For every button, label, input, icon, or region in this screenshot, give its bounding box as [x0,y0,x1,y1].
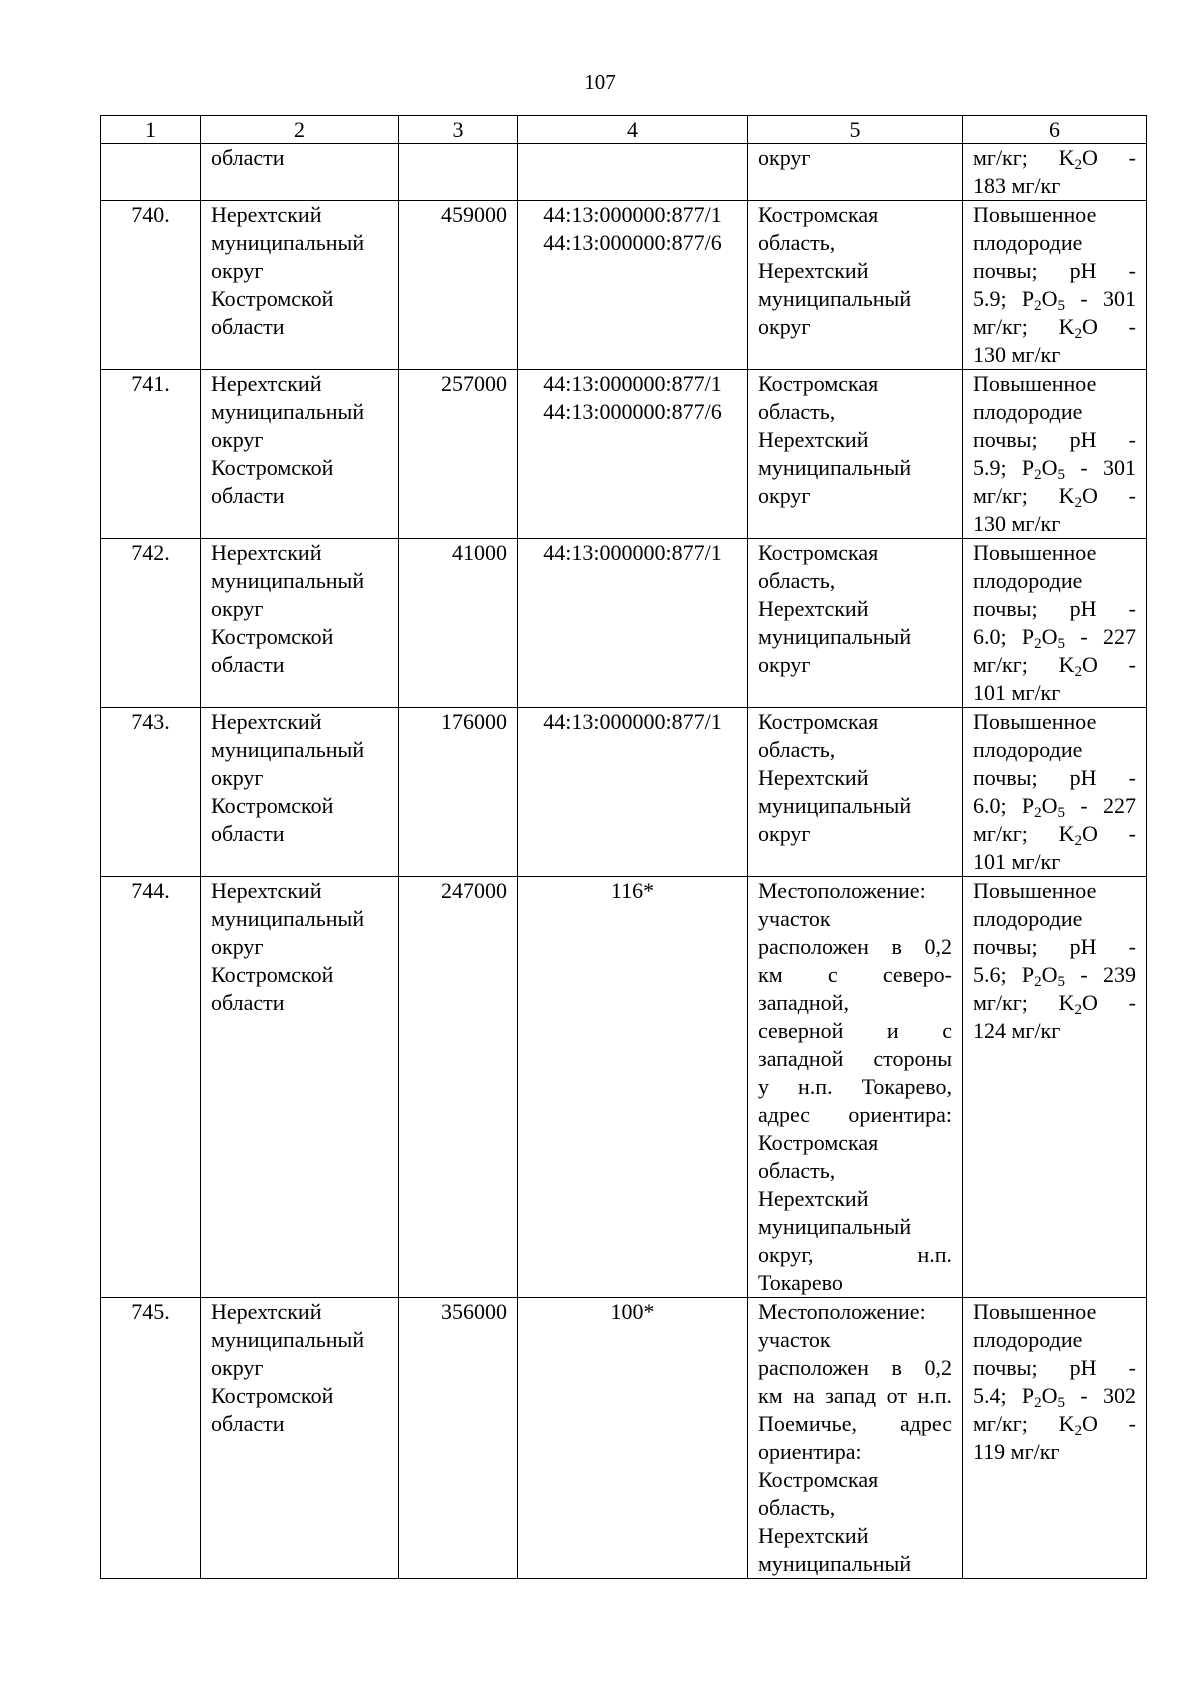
cell-line: области [211,652,285,677]
cell-line: Костромской [211,455,334,480]
column-header-6: 6 [963,116,1147,144]
cell-line: область, [758,1495,836,1520]
cell-line: почвы; pH - [973,765,1136,790]
continuation-num-cell [101,144,201,201]
cell-line: муниципальный [758,286,912,311]
continuation-cadastral-cell [518,144,748,201]
cell-line: область, [758,568,836,593]
cell-line: 130 мг/кг [973,511,1061,536]
fertility-cell [963,708,1147,877]
cell-line: 44:13:000000:877/6 [543,399,722,424]
cadastral-cell [518,201,748,370]
cell-line: северной и с [758,1018,952,1043]
continuation-location-cell: округ [748,144,963,201]
cell-line: расположен в 0,2 [758,934,952,959]
cell-line: Костромская [758,202,879,227]
cell-line: Нерехтский [211,1299,322,1324]
cell-line: округ [211,934,264,959]
cell-line: области [211,1411,285,1436]
header-row [101,116,1147,144]
cell-line: Нерехтский [758,258,869,283]
cell-line: округ, н.п. [758,1242,952,1267]
cell-line: Токарево [758,1270,843,1295]
table-row [101,877,1147,1298]
cell-line: округ [758,483,811,508]
cell-line: Местоположение: [758,1299,926,1324]
fertility-cell [963,877,1147,1298]
cell-line: км на запад от н.п. [758,1383,952,1408]
row-number-cell: 745. [101,1298,201,1579]
cell-line: 6.0; $P_2O_5 - 227$ [973,624,1136,652]
cell-line: плодородие [973,906,1083,931]
continuation-fertility-line: мг/кг; $K_2O$ - [973,145,1136,173]
cell-line: Нерехтский [211,540,322,565]
column-header-2: 2 [201,116,399,144]
cell-line: 101 мг/кг [973,680,1061,705]
cell-line: Костромская [758,1130,879,1155]
column-header-5: 5 [748,116,963,144]
cell-line: мг/кг; $K_2O$ - [973,821,1136,849]
location-cell [748,539,963,708]
cell-line: Нерехтский [758,1186,869,1211]
cell-line: 116* [610,878,655,903]
table-row [101,708,1147,877]
cadastral-cell [518,539,748,708]
location-cell [748,370,963,539]
continuation-fertility-cell [963,144,1147,201]
cell-line: 130 мг/кг [973,342,1061,367]
table-row [101,1298,1147,1579]
fertility-cell [963,201,1147,370]
cell-line: Местоположение: [758,878,926,903]
cadastral-cell [518,877,748,1298]
cell-line: 44:13:000000:877/1 [543,371,722,396]
cell-line: муниципальный [211,737,365,762]
cell-line: Костромская [758,709,879,734]
cell-line: почвы; pH - [973,1355,1136,1380]
cell-line: муниципальный [211,230,365,255]
cell-line: участок [758,906,831,931]
area-cell: 257000 [399,370,518,539]
cell-line: почвы; pH - [973,596,1136,621]
cell-line: мг/кг; $K_2O$ - [973,314,1136,342]
fertility-cell [963,1298,1147,1579]
cell-line: Нерехтский [211,709,322,734]
cell-line: Нерехтский [758,596,869,621]
cell-line: Нерехтский [758,427,869,452]
cell-line: Повышенное [973,540,1097,565]
column-header-1: 1 [101,116,201,144]
cell-line: Нерехтский [211,371,322,396]
row-number-cell: 741. [101,370,201,539]
cell-line: округ [758,314,811,339]
district-cell [201,370,399,539]
cell-line: Повышенное [973,878,1097,903]
continuation-district-cell: области [201,144,399,201]
cell-line: 100* [610,1299,655,1324]
area-cell: 459000 [399,201,518,370]
location-cell [748,201,963,370]
cell-line: округ [211,596,264,621]
area-cell: 176000 [399,708,518,877]
land-plots-table [100,115,1147,1579]
cell-line: западной, [758,990,849,1015]
cell-line: Нерехтский [758,1523,869,1548]
district-cell [201,1298,399,1579]
cell-line: Костромская [758,1467,879,1492]
cell-line: плодородие [973,1327,1083,1352]
cell-line: 101 мг/кг [973,849,1061,874]
cell-line: участок [758,1327,831,1352]
table-row [101,539,1147,708]
cell-line: муниципальный [758,793,912,818]
area-cell: 41000 [399,539,518,708]
cell-line: муниципальный [211,568,365,593]
fertility-cell [963,539,1147,708]
cell-line: округ [211,1355,264,1380]
cell-line: округ [211,427,264,452]
cell-line: муниципальный [211,906,365,931]
cell-line: Костромской [211,1383,334,1408]
cell-line: Нерехтский [211,878,322,903]
district-cell [201,877,399,1298]
table-row [101,201,1147,370]
cadastral-cell [518,708,748,877]
location-cell [748,877,963,1298]
cell-line: расположен в 0,2 [758,1355,952,1380]
cell-line: области [211,314,285,339]
cell-line: 44:13:000000:877/1 [543,540,722,565]
cell-line: мг/кг; $K_2O$ - [973,652,1136,680]
district-cell [201,539,399,708]
cell-line: 6.0; $P_2O_5 - 227$ [973,793,1136,821]
cell-line: мг/кг; $K_2O$ - [973,483,1136,511]
cell-line: область, [758,399,836,424]
cadastral-cell [518,1298,748,1579]
cell-line: муниципальный [211,399,365,424]
cell-line: 119 мг/кг [973,1439,1060,1464]
cadastral-cell [518,370,748,539]
location-cell [748,1298,963,1579]
cell-line: 5.9; $P_2O_5 - 301$ [973,286,1136,314]
cell-line: Костромской [211,793,334,818]
cell-line: область, [758,1158,836,1183]
area-cell: 247000 [399,877,518,1298]
cell-line: мг/кг; $K_2O$ - [973,990,1136,1018]
cell-line: Повышенное [973,1299,1097,1324]
cell-line: почвы; pH - [973,427,1136,452]
cell-line: муниципальный [758,1214,912,1239]
cell-line: 44:13:000000:877/1 [543,202,722,227]
cell-line: муниципальный [758,455,912,480]
cell-line: мг/кг; $K_2O$ - [973,1411,1136,1439]
continuation-area-cell [399,144,518,201]
cell-line: Повышенное [973,709,1097,734]
cell-line: у н.п. Токарево, [758,1074,952,1099]
cell-line: 44:13:000000:877/1 [543,709,722,734]
cell-line: область, [758,737,836,762]
cell-line: области [211,821,285,846]
cell-line: Нерехтский [758,765,869,790]
area-cell: 356000 [399,1298,518,1579]
page-number: 107 [584,70,616,94]
cell-line: ориентира: [758,1439,862,1464]
location-cell [748,708,963,877]
district-cell [201,708,399,877]
row-number-cell: 743. [101,708,201,877]
cell-line: плодородие [973,399,1083,424]
cell-line: 124 мг/кг [973,1018,1061,1043]
row-number-cell: 742. [101,539,201,708]
cell-line: плодородие [973,230,1083,255]
row-number-cell: 744. [101,877,201,1298]
cell-line: Костромская [758,371,879,396]
fertility-cell [963,370,1147,539]
district-cell [201,201,399,370]
cell-line: округ [211,258,264,283]
cell-line: адрес ориентира: [758,1102,952,1127]
cell-line: Повышенное [973,202,1097,227]
cell-line: почвы; pH - [973,934,1136,959]
cell-line: округ [758,821,811,846]
cell-line: западной стороны [758,1046,952,1071]
cell-line: Поемичье, адрес [758,1411,952,1436]
cell-line: Костромской [211,624,334,649]
cell-line: Повышенное [973,371,1097,396]
cell-line: Костромской [211,286,334,311]
cell-line: округ [211,765,264,790]
cell-line: плодородие [973,737,1083,762]
cell-line: области [211,483,285,508]
cell-line: 44:13:000000:877/6 [543,230,722,255]
continuation-fertility-line: 183 мг/кг [973,173,1061,198]
cell-line: область, [758,230,836,255]
cell-line: области [211,990,285,1015]
cell-line: 5.9; $P_2O_5 - 301$ [973,455,1136,483]
cell-line: муниципальный [758,1551,912,1576]
cell-line: Нерехтский [211,202,322,227]
cell-line: км с северо- [758,962,952,987]
table-row [101,370,1147,539]
cell-line: муниципальный [758,624,912,649]
column-header-3: 3 [399,116,518,144]
cell-line: Костромская [758,540,879,565]
cell-line: 5.4; $P_2O_5 - 302$ [973,1383,1136,1411]
cell-line: плодородие [973,568,1083,593]
cell-line: 5.6; $P_2O_5 - 239$ [973,962,1136,990]
cell-line: округ [758,652,811,677]
column-header-4: 4 [518,116,748,144]
row-number-cell: 740. [101,201,201,370]
cell-line: почвы; pH - [973,258,1136,283]
cell-line: муниципальный [211,1327,365,1352]
continuation-row [101,144,1147,201]
cell-line: Костромской [211,962,334,987]
